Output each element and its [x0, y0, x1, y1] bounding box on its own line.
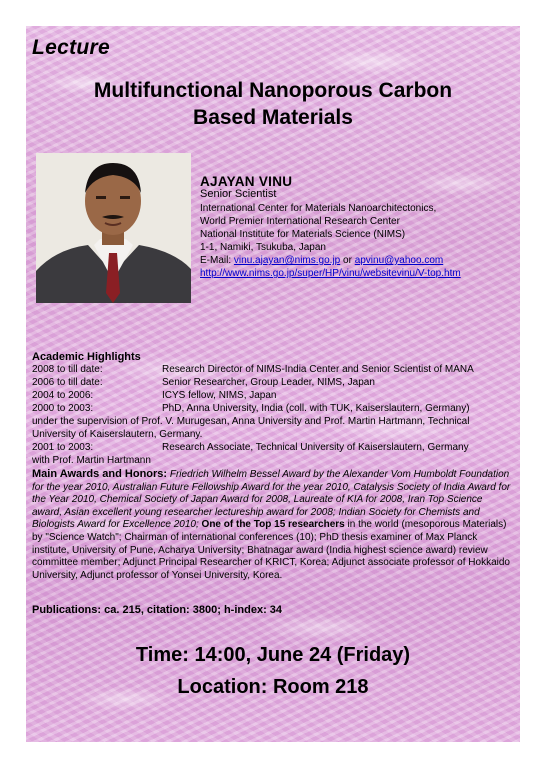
awards-rest: in the world (mesoporous Materials) by "Science Watch"; Chairman of international conferences (10); PhD thesis examiner of Max Planck institute, University of Pune, Acharya University; Bhatnagar award (India highest science award) review committee member; Adjunct Principal Researcher of KRICT, Korea; Adjunct associate professor of Hokkaido University, Adjunct professor of Yonsei University, Korea. — [32, 519, 510, 581]
email-link-1[interactable]: vinu.ajayan@nims.go.jp — [233, 255, 341, 266]
ra-continuation: with Prof. Martin Hartmann — [32, 455, 151, 466]
event-location: Location: Room 218 — [177, 676, 369, 698]
affiliation-line-2: World Premier International Research Center — [200, 216, 400, 227]
highlight-period: 2004 to 2006: — [32, 390, 94, 401]
awards-italic: Friedrich Wilhelm Bessel Award by the Alexander Vom Humboldt Foundation for the year 2010, Australian Future Fellowship Award for the year 2010, Catalysis Society of India Award for the Year 2010, Chemical Society of Japan Award for 2008, Laureate of KIA for 2008, Iran Top Science award, Asian excellent young researcher lectureship award for 2008; Indian Society for Chemists and Biologists Award for Excellence 2010; — [32, 469, 511, 531]
highlight-desc: Research Director of NIMS-India Center and Senior Scientist of MANA — [162, 364, 474, 375]
website-link[interactable]: http://www.nims.go.jp/super/HP/vinu/websitevinu/V-top.htm — [200, 268, 461, 279]
speaker-photo — [36, 153, 191, 303]
academic-highlights-title: Academic Highlights — [32, 351, 141, 363]
awards-bold: One of the Top 15 researchers — [201, 519, 345, 531]
highlight-period: 2006 to till date: — [32, 377, 103, 388]
event-time: Time: 14:00, June 24 (Friday) — [135, 644, 411, 666]
highlight-period: 2008 to till date: — [32, 364, 103, 375]
awards-heading: Main Awards and Honors: — [32, 468, 168, 480]
speaker-name: AJAYAN VINU — [200, 174, 293, 189]
lecture-label: Lecture — [32, 36, 110, 59]
highlight-desc: Senior Researcher, Group Leader, NIMS, Japan — [162, 377, 375, 388]
title-line-2: Based Materials — [193, 106, 353, 129]
phd-continuation-2: University of Kaiserslautern, Germany. — [32, 429, 203, 440]
highlight-period: 2001 to 2003: — [32, 442, 94, 453]
email-line — [200, 255, 443, 268]
website-line — [200, 268, 461, 281]
address: 1-1, Namiki, Tsukuba, Japan — [200, 242, 326, 253]
title-line-1: Multifunctional Nanoporous Carbon — [93, 79, 453, 102]
awards-paragraph — [32, 468, 512, 582]
affiliation-line-1: International Center for Materials Nanoarchitectonics, — [200, 203, 437, 214]
speaker-position: Senior Scientist — [200, 188, 277, 200]
affiliation-line-3: National Institute for Materials Science (NIMS) — [200, 229, 406, 240]
highlight-desc: Research Associate, Technical University of Kaiserslautern, Germany — [162, 442, 469, 453]
phd-continuation-1: under the supervision of Prof. V. Murugesan, Anna University and Prof. Martin Hartmann, Technical — [32, 416, 470, 427]
highlight-period: 2000 to 2003: — [32, 403, 94, 414]
email-link-2[interactable]: apvinu@yahoo.com — [354, 255, 444, 266]
email-label: E-Mail: — [200, 255, 234, 266]
publications: Publications: ca. 215, citation: 3800; h-index: 34 — [32, 604, 283, 616]
email-or: or — [340, 255, 355, 266]
highlight-desc: PhD, Anna University, India (coll. with TUK, Kaiserslautern, Germany) — [162, 403, 470, 414]
lecture-poster — [26, 26, 520, 742]
highlight-desc: ICYS fellow, NIMS, Japan — [162, 390, 277, 401]
